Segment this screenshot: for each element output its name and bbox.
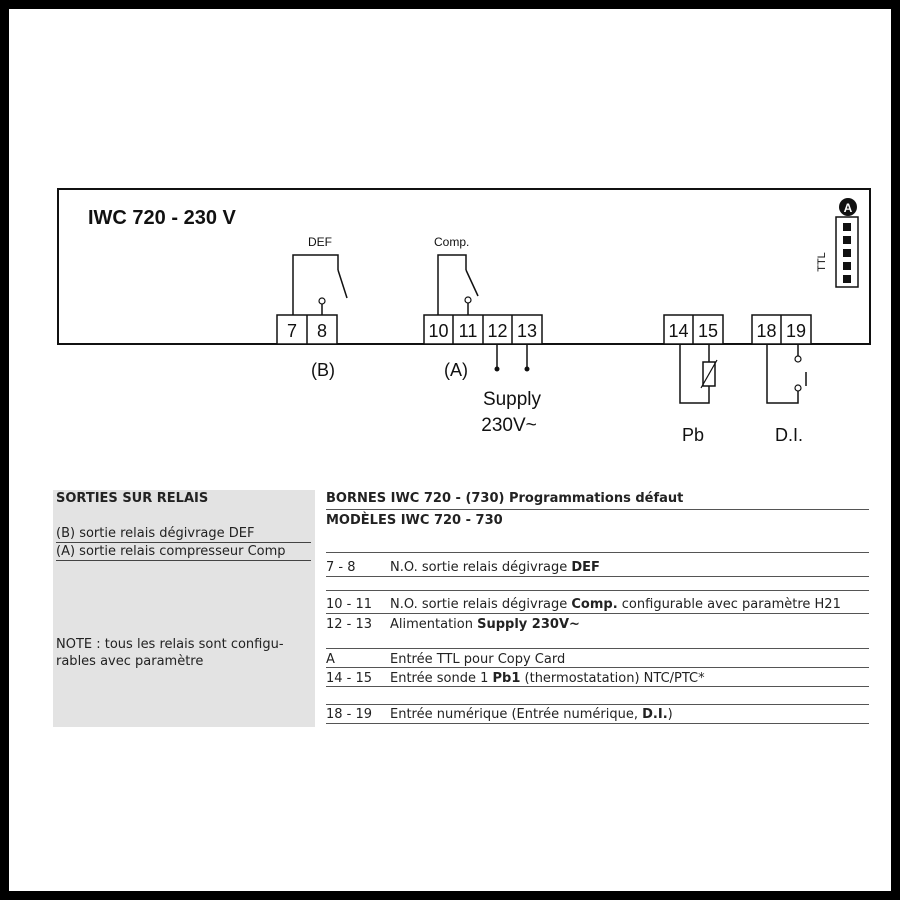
table-header-models: MODÈLES IWC 720 - 730 <box>326 513 503 528</box>
table-divider <box>326 576 869 577</box>
relay-b-description: (B) sortie relais dégivrage DEF <box>56 526 311 543</box>
relay-b-label: (B) <box>311 360 335 380</box>
table-row <box>326 616 869 633</box>
row-description: Alimentation Supply 230V~ <box>390 617 580 632</box>
table-divider <box>326 648 869 649</box>
table-divider <box>326 509 869 510</box>
terminal-7: 7 <box>286 321 298 341</box>
table-divider <box>326 667 869 668</box>
relay-a-description: (A) sortie relais compresseur Comp <box>56 544 311 561</box>
row-terminals: 7 - 8 <box>326 560 356 575</box>
row-description: Entrée numérique (Entrée numérique, D.I.) <box>390 707 673 722</box>
copy-card-marker: A <box>843 201 853 215</box>
def-label: DEF <box>308 235 332 249</box>
comp-label: Comp. <box>434 235 470 249</box>
terminal-8: 8 <box>316 321 328 341</box>
terminal-18: 18 <box>756 321 777 341</box>
relay-note <box>56 636 311 670</box>
row-description: Entrée TTL pour Copy Card <box>390 652 566 667</box>
table-divider <box>326 552 869 553</box>
def-relay-switch <box>338 270 347 298</box>
terminal-19: 19 <box>785 321 807 341</box>
ttl-port-icon <box>836 217 858 287</box>
row-description: Entrée sonde 1 Pb1 (thermostatation) NTC/PTC* <box>390 671 705 686</box>
model-title: IWC 720 - 230 V <box>88 207 236 229</box>
table-row <box>326 596 869 613</box>
row-terminals: 14 - 15 <box>326 671 373 686</box>
relay-outputs-panel <box>53 490 315 727</box>
row-terminals: 10 - 11 <box>326 597 373 612</box>
def-relay-wire <box>293 255 338 315</box>
relay-note-line2: rables avec paramètre <box>56 654 204 669</box>
table-row <box>326 651 869 668</box>
table-row <box>326 706 869 723</box>
table-row <box>326 559 869 576</box>
row-terminals: A <box>326 652 335 667</box>
supply-voltage-label: 230V~ <box>481 415 537 436</box>
row-description: N.O. sortie relais dégivrage Comp. configurable avec paramètre H21 <box>390 597 841 612</box>
ttl-label: TTL <box>816 252 828 272</box>
terminal-block-18-19 <box>752 315 811 344</box>
comp-relay-switch <box>466 270 478 296</box>
relay-a-label: (A) <box>444 360 468 380</box>
digital-input-label: D.I. <box>774 425 804 445</box>
terminal-14: 14 <box>668 321 689 341</box>
terminal-11: 11 <box>458 321 478 341</box>
terminal-15: 15 <box>697 321 719 341</box>
terminal-10: 10 <box>428 321 449 341</box>
table-divider <box>326 686 869 687</box>
table-divider <box>326 613 869 614</box>
terminal-block-14-15 <box>664 315 723 344</box>
row-terminals: 12 - 13 <box>326 617 373 632</box>
table-row <box>326 670 869 687</box>
relay-outputs-title: SORTIES SUR RELAIS <box>56 491 209 506</box>
terminal-block-7-8 <box>277 315 337 344</box>
supply-label: Supply <box>482 389 542 410</box>
terminal-block-10-13 <box>424 315 542 344</box>
terminal-12: 12 <box>487 321 508 341</box>
table-divider <box>326 723 869 724</box>
probe-label: Pb <box>681 425 705 445</box>
row-description: N.O. sortie relais dégivrage DEF <box>390 560 600 575</box>
relay-note-line1: NOTE : tous les relais sont configu- <box>56 637 284 652</box>
table-header-terminals: BORNES IWC 720 - (730) Programmations défaut <box>326 491 684 506</box>
table-divider <box>326 590 869 591</box>
comp-relay-wire <box>438 255 466 315</box>
terminal-13: 13 <box>516 321 538 341</box>
digital-input-contact <box>795 356 801 362</box>
def-relay-contact <box>319 298 325 304</box>
table-divider <box>326 704 869 705</box>
digital-input-wire <box>767 344 798 403</box>
comp-relay-contact <box>465 297 471 303</box>
row-terminals: 18 - 19 <box>326 707 373 722</box>
